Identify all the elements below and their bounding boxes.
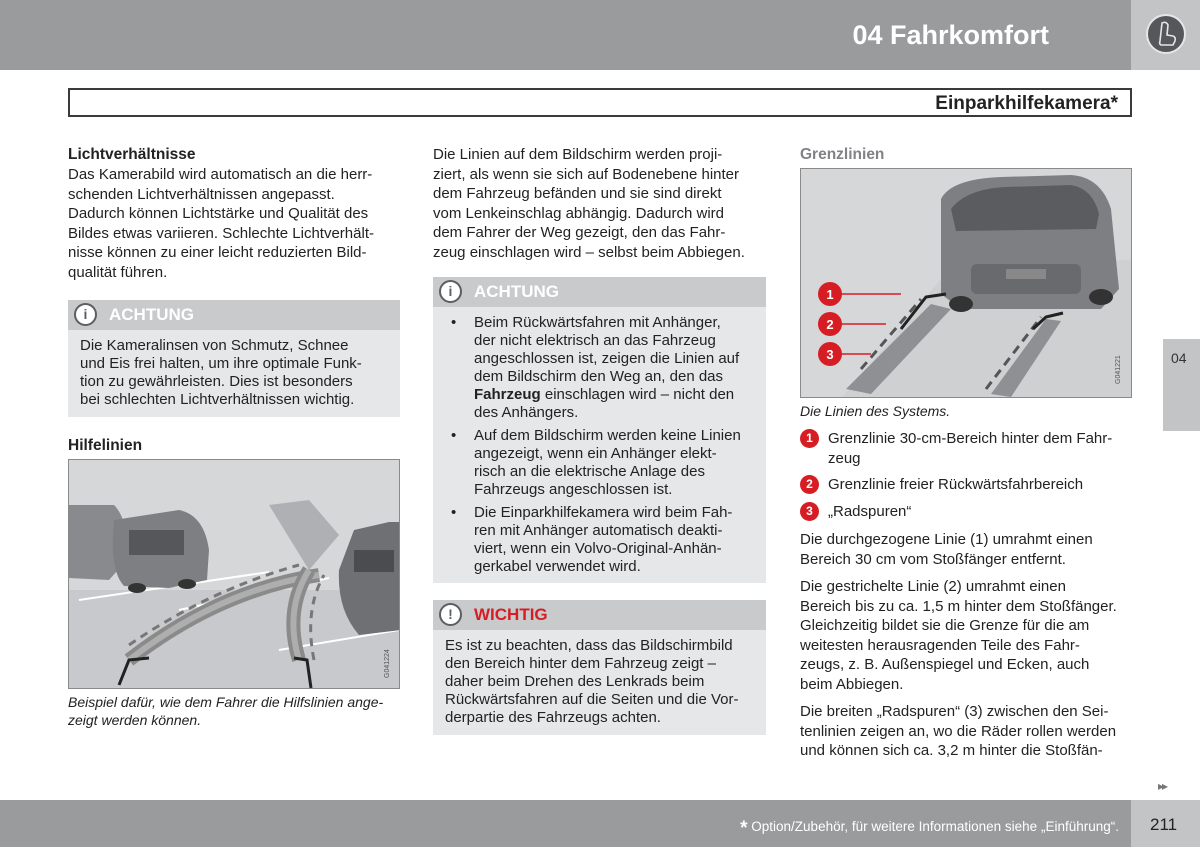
chapter-title: 04 Fahrkomfort bbox=[852, 20, 1049, 50]
marker-3-label: 3 bbox=[826, 347, 834, 362]
achtung-label: ACHTUNG bbox=[474, 282, 559, 301]
footer-bar bbox=[0, 800, 1131, 847]
list-item: • Die Einparkhilfekamera wird beim Fah- ren mit Anhänger automatisch deakti- viert, wenn ein Volvo-Original-Anhän- gerkabel verwendet wird. bbox=[445, 504, 754, 576]
continue-arrows-icon: ▸▸ bbox=[1158, 779, 1167, 793]
list-item: • Beim Rückwärtsfahren mit Anhänger, der nicht elektrisch an das Fahrzeug angeschlossen ist, zeigen die Linien auf dem Bildschirm den Weg an, den das Fahrzeug einschlagen wird – nicht den des Anhängers. bbox=[445, 314, 754, 422]
achtung-text: Die Kameralinsen von Schmutz, Schnee und Eis frei halten, um ihre optimale Funk- tion zu gewährleisten. Dies ist besonders bei schlechten Lichtverhältnissen wichtig. bbox=[80, 337, 362, 408]
linien-text: Die Linien auf dem Bildschirm werden proji- ziert, als wenn sie sich auf Bodenebene hinter dem Fahrzeug befänden und sie sind direkt vom Lenkeinschlag abhängig. Dadurch wird dem Fahrer der Weg gezeigt, den das Fahr- zeug einschlagen wird – selbst beim Abbiegen. bbox=[433, 146, 745, 261]
column-2 bbox=[433, 145, 766, 735]
page-number-box bbox=[1131, 800, 1200, 847]
wichtig-label: WICHTIG bbox=[474, 605, 548, 624]
figure-code: G041221 bbox=[1115, 355, 1122, 384]
parking-scene-illustration bbox=[69, 460, 400, 689]
seat-icon bbox=[1146, 14, 1186, 54]
legend-item-3: 3 „Radspuren“ bbox=[800, 502, 1132, 522]
wichtig-box bbox=[433, 600, 766, 735]
exclamation-icon: ! bbox=[439, 603, 462, 626]
grenzlinien-caption: Die Linien des Systems. bbox=[800, 403, 951, 419]
number-badge: 3 bbox=[800, 502, 819, 521]
section-title: Einparkhilfekamera* bbox=[935, 93, 1118, 114]
heading-lichtverhaeltnisse: Lichtverhältnisse bbox=[68, 146, 196, 163]
lichtverhaeltnisse-text: Das Kamerabild wird automatisch an die herr- schenden Lichtverhältnissen angepasst. Dadurch können Lichtstärke und Qualität des Bildes etwas variieren. Schlechte Lichtverhält- nisse können zu einer leicht reduzierten Bild- qualität führen. bbox=[68, 166, 374, 281]
section-title-frame bbox=[68, 88, 1132, 117]
achtung-header bbox=[433, 277, 766, 307]
car-boundary-illustration bbox=[801, 169, 1132, 398]
column-1 bbox=[68, 145, 400, 729]
achtung-box-lens bbox=[68, 300, 400, 417]
marker-2-label: 2 bbox=[826, 317, 834, 332]
wichtig-header bbox=[433, 600, 766, 630]
wichtig-text: Es ist zu beachten, dass das Bildschirmbild den Bereich hinter dem Fahrzeug zeigt – daher beim Drehen des Lenkrads beim Rückwärtsfahren auf die Seiten und die Vor- derpartie des Fahrzeugs achten. bbox=[445, 637, 739, 726]
number-badge: 2 bbox=[800, 475, 819, 494]
achtung-bullets bbox=[433, 307, 766, 583]
paragraph-wheel-tracks: Die breiten „Radspuren“ (3) zwischen den Sei- tenlinien zeigen an, wo die Räder rollen werden und können sich ca. 3,2 m hinter die Stoßfän- bbox=[800, 703, 1117, 759]
list-item: • Auf dem Bildschirm werden keine Linien angezeigt, wenn ein Anhänger elekt- risch an die elektrische Anlage des Fahrzeugs angeschlossen ist. bbox=[445, 427, 754, 499]
hilfelinien-figure bbox=[68, 459, 400, 689]
chapter-side-tab[interactable] bbox=[1163, 339, 1200, 431]
heading-hilfelinien: Hilfelinien bbox=[68, 437, 143, 454]
paragraph-solid-line: Die durchgezogene Linie (1) umrahmt einen Bereich 30 cm vom Stoßfänger entfernt. bbox=[800, 531, 1093, 568]
column-3 bbox=[800, 145, 1132, 761]
chapter-icon-box bbox=[1131, 0, 1200, 70]
achtung-box-trailer bbox=[433, 277, 766, 583]
paragraph-dashed-line: Die gestrichelte Linie (2) umrahmt einen Bereich bis zu ca. 1,5 m hinter dem Stoßfänger. Gleichzeitig bildet sie die Grenze für die am weitesten herausragenden Teile des Fahr- zeugs, z. B. Außenspiegel und Ecken, auch beim Abbiegen. bbox=[800, 578, 1117, 693]
header-bar bbox=[0, 0, 1131, 70]
legend-item-1: 1 Grenzlinie 30-cm-Bereich hinter dem Fahr- zeug bbox=[800, 429, 1132, 468]
page-number: 211 bbox=[1150, 815, 1178, 834]
marker-1-label: 1 bbox=[826, 287, 834, 302]
legend-item-2: 2 Grenzlinie freier Rückwärtsfahrbereich bbox=[800, 475, 1132, 495]
number-badge: 1 bbox=[800, 429, 819, 448]
figure-code: G041224 bbox=[384, 649, 391, 678]
side-tab-label: 04 bbox=[1171, 350, 1187, 366]
info-icon: i bbox=[74, 303, 97, 326]
info-icon: i bbox=[439, 280, 462, 303]
achtung-label: ACHTUNG bbox=[109, 305, 194, 324]
heading-grenzlinien: Grenzlinien bbox=[800, 146, 885, 163]
footer-note: * Option/Zubehör, für weitere Informationen siehe „Einführung“. bbox=[740, 818, 1119, 839]
grenzlinien-figure bbox=[800, 168, 1132, 398]
achtung-header bbox=[68, 300, 400, 330]
hilfelinien-caption: Beispiel dafür, wie dem Fahrer die Hilfslinien ange- zeigt werden können. bbox=[68, 694, 384, 728]
